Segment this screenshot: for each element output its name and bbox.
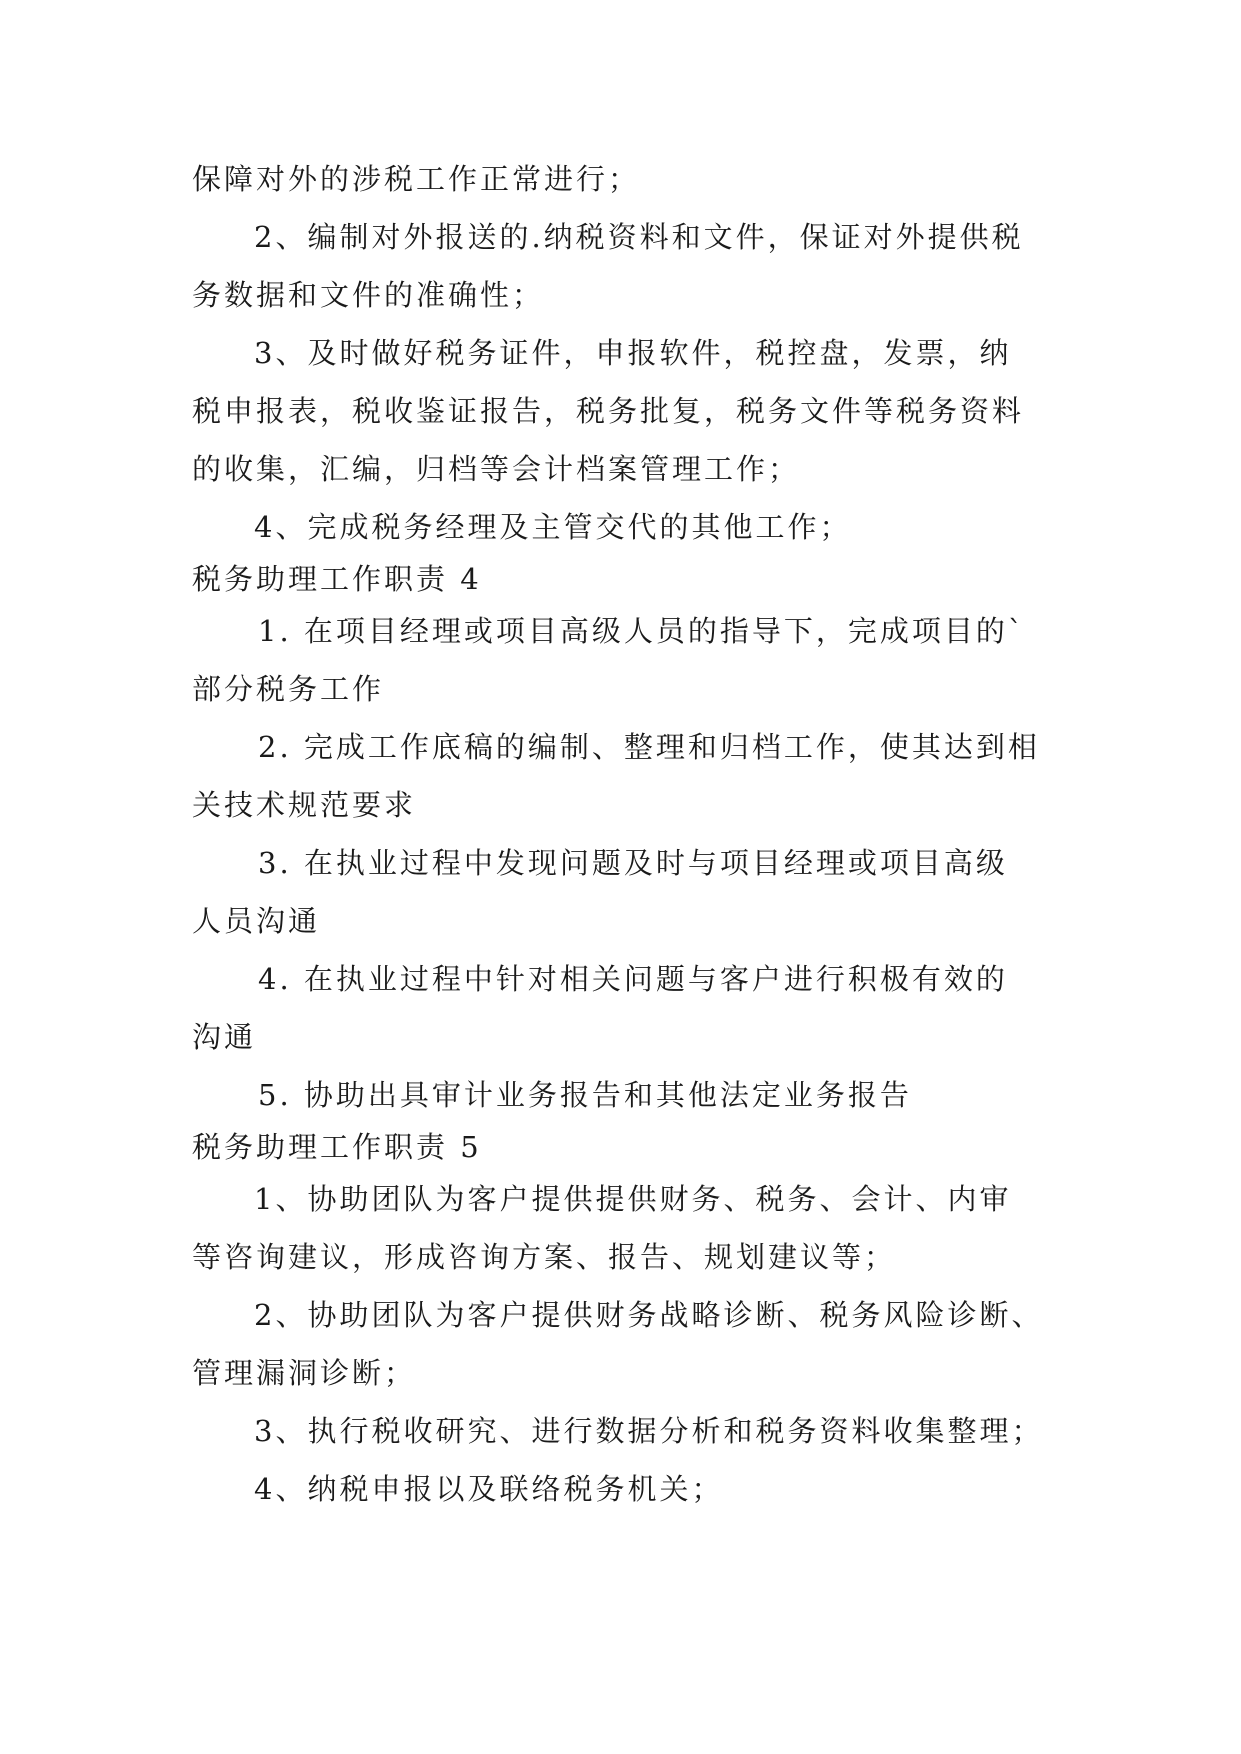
list-item-4: 4、纳税申报以及联络税务机关； xyxy=(254,1472,724,1506)
list-item-3: 3、执行税收研究、进行数据分析和税务资料收集整理； xyxy=(254,1414,1044,1448)
list-item-2: 2、编制对外报送的.纳税资料和文件，保证对外提供税 xyxy=(254,220,1024,254)
list-item-3: 3、及时做好税务证件，申报软件，税控盘，发票，纳 xyxy=(254,336,1012,370)
paragraph-line: 关技术规范要求 xyxy=(192,788,417,822)
list-item-2: 2、协助团队为客户提供财务战略诊断、税务风险诊断、 xyxy=(254,1298,1044,1332)
section-heading-5: 税务助理工作职责 5 xyxy=(192,1130,482,1164)
section-heading-4: 税务助理工作职责 4 xyxy=(192,562,482,596)
list-item-4: 4. 在执业过程中针对相关问题与客户进行积极有效的 xyxy=(258,962,1008,996)
paragraph-line: 的收集，汇编，归档等会计档案管理工作； xyxy=(192,452,801,486)
list-item-2: 2. 完成工作底稿的编制、整理和归档工作，使其达到相 xyxy=(258,730,1040,764)
list-item-5: 5. 协助出具审计业务报告和其他法定业务报告 xyxy=(258,1078,912,1112)
paragraph-line: 沟通 xyxy=(192,1020,257,1054)
list-item-4: 4、完成税务经理及主管交代的其他工作； xyxy=(254,510,852,544)
paragraph-line: 税申报表，税收鉴证报告，税务批复，税务文件等税务资料 xyxy=(192,394,1025,428)
list-item-1: 1. 在项目经理或项目高级人员的指导下，完成项目的` xyxy=(258,614,1026,648)
paragraph-line: 管理漏洞诊断； xyxy=(192,1356,417,1390)
paragraph-line: 务数据和文件的准确性； xyxy=(192,278,545,312)
paragraph-line: 人员沟通 xyxy=(192,904,321,938)
paragraph-line: 保障对外的涉税工作正常进行； xyxy=(192,162,641,196)
document-body xyxy=(192,150,1052,1518)
list-item-1: 1、协助团队为客户提供提供财务、税务、会计、内审 xyxy=(254,1182,1012,1216)
paragraph-line: 部分税务工作 xyxy=(192,672,385,706)
paragraph-line: 等咨询建议，形成咨询方案、报告、规划建议等； xyxy=(192,1240,897,1274)
list-item-3: 3. 在执业过程中发现问题及时与项目经理或项目高级 xyxy=(258,846,1008,880)
